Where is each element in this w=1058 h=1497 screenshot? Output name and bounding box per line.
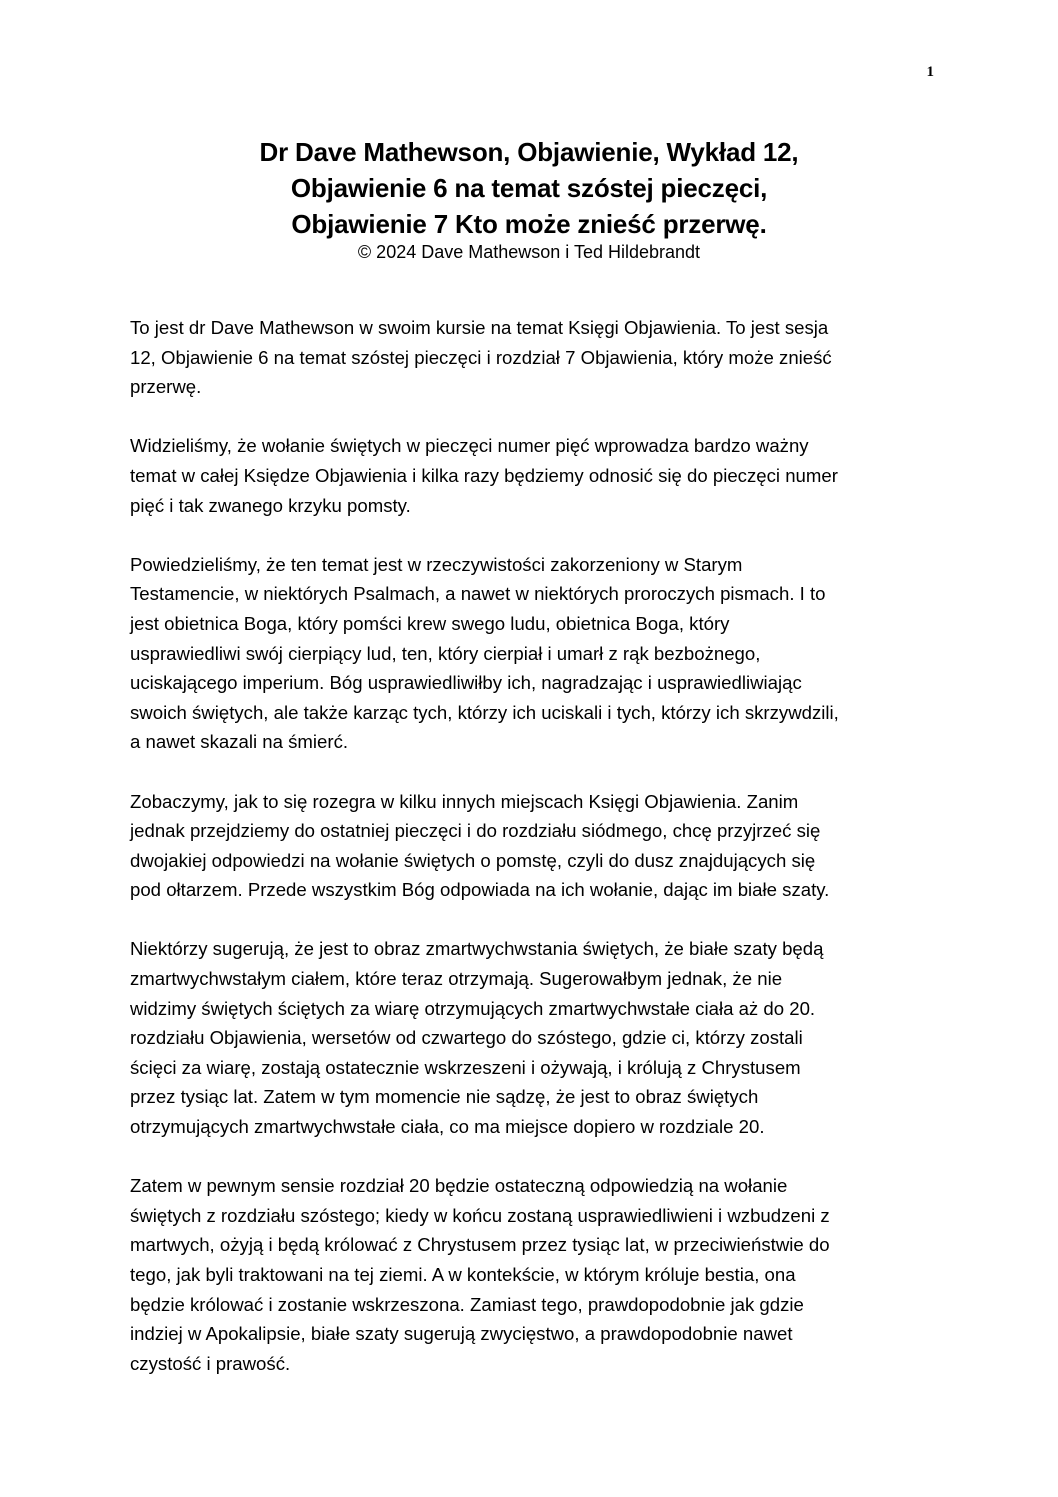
paragraph-line: pięć i tak zwanego krzyku pomsty. <box>130 494 411 516</box>
paragraph-line: Widzieliśmy, że wołanie świętych w pieczęci numer pięć wprowadza bardzo ważny <box>130 435 809 457</box>
paragraph-line: tego, jak byli traktowani na tej ziemi. A w kontekście, w którym króluje bestia, ona <box>130 1264 796 1285</box>
paragraph-line: temat w całej Księdze Objawienia i kilka razy będziemy odnosić się do pieczęci numer <box>130 464 838 486</box>
paragraph-line: otrzymujących zmartwychwstałe ciała, co ma miejsce dopiero w rozdziale 20. <box>130 1116 765 1138</box>
paragraph-line: Zatem w pewnym sensie rozdział 20 będzie ostateczną odpowiedzią na wołanie <box>130 1175 788 1197</box>
paragraph-line: indziej w Apokalipsie, białe szaty sugerują zwycięstwo, a prawdopodobnie nawet <box>130 1323 793 1345</box>
document-body <box>130 313 940 1408</box>
title-line-1: Dr Dave Mathewson, Objawienie, Wykład 12, <box>259 137 799 167</box>
paragraph-line: czystość i prawość. <box>130 1352 291 1374</box>
paragraph-line: rozdziału Objawienia, wersetów od czwartego do szóstego, gdzie ci, którzy zostali <box>130 1027 803 1049</box>
paragraph-line: dwojakiej odpowiedzi na wołanie świętych o pomstę, czyli do dusz znajdujących się <box>130 849 816 871</box>
paragraph-line: 12, Objawienie 6 na temat szóstej pieczęci i rozdział 7 Objawienia, który może znieść <box>130 346 832 368</box>
page-number: 1 <box>926 64 934 80</box>
paragraph-line: swoich świętych, ale także karząc tych, którzy ich uciskali i tych, którzy ich skrzywdzili, <box>130 701 839 723</box>
paragraph-line: usprawiedliwi swój cierpiący lud, ten, który cierpiał i umarł z rąk bezbożnego, <box>130 642 761 664</box>
paragraph-4 <box>130 787 940 905</box>
paragraph-line: przerwę. <box>130 376 202 398</box>
paragraph-line: jednak przejdziemy do ostatniej pieczęci i do rozdziału siódmego, chcę przyjrzeć się <box>130 820 821 842</box>
paragraph-1 <box>130 313 940 402</box>
paragraph-line: ścięci za wiarę, zostają ostatecznie wskrzeszeni i ożywają, i królują z Chrystusem <box>130 1056 801 1078</box>
paragraph-line: uciskającego imperium. Bóg usprawiedliwiłby ich, nagradzając i usprawiedliwiając <box>130 672 802 694</box>
paragraph-line: Zobaczymy, jak to się rozegra w kilku innych miejscach Księgi Objawienia. Zanim <box>130 790 799 812</box>
paragraph-line: a nawet skazali na śmierć. <box>130 731 349 753</box>
paragraph-line: pod ołtarzem. Przede wszystkim Bóg odpowiada na ich wołanie, dając im białe szaty. <box>130 879 830 901</box>
paragraph-line: świętych z rozdziału szóstego; kiedy w końcu zostaną usprawiedliwieni i wzbudzeni z <box>130 1204 830 1226</box>
paragraph-line: To jest dr Dave Mathewson w swoim kursie na temat Księgi Objawienia. To jest sesja <box>130 317 829 338</box>
paragraph-line: martwych, ożyją i będą królować z Chrystusem przez tysiąc lat, w przeciwieństwie do <box>130 1234 830 1256</box>
title-block <box>130 134 928 264</box>
paragraph-2 <box>130 431 940 520</box>
paragraph-line: zmartwychwstałym ciałem, które teraz otrzymają. Sugerowałbym jednak, że nie <box>130 968 783 990</box>
paragraph-line: jest obietnica Boga, który pomści krew swego ludu, obietnica Boga, który <box>130 612 730 634</box>
paragraph-line: Niektórzy sugerują, że jest to obraz zmartwychwstania świętych, że białe szaty będą <box>130 938 824 960</box>
paragraph-line: Testamencie, w niektórych Psalmach, a nawet w niektórych proroczych pismach. I to <box>130 583 826 605</box>
paragraph-line: Powiedzieliśmy, że ten temat jest w rzeczywistości zakorzeniony w Starym <box>130 553 743 575</box>
title-line-2: Objawienie 6 na temat szóstej pieczęci, <box>290 173 768 203</box>
paragraph-line: przez tysiąc lat. Zatem w tym momencie nie sądzę, że jest to obraz świętych <box>130 1086 759 1108</box>
title-line-3: Objawienie 7 Kto może znieść przerwę. <box>291 209 767 239</box>
copyright-notice: © 2024 Dave Mathewson i Ted Hildebrandt <box>357 242 701 262</box>
paragraph-3 <box>130 550 940 757</box>
paragraph-line: widzimy świętych ściętych za wiarę otrzymujących zmartwychwstałe ciała aż do 20. <box>130 997 816 1019</box>
paragraph-6 <box>130 1171 940 1378</box>
paragraph-line: będzie królować i zostanie wskrzeszona. Zamiast tego, prawdopodobnie jak gdzie <box>130 1293 804 1315</box>
paragraph-5 <box>130 934 940 1141</box>
